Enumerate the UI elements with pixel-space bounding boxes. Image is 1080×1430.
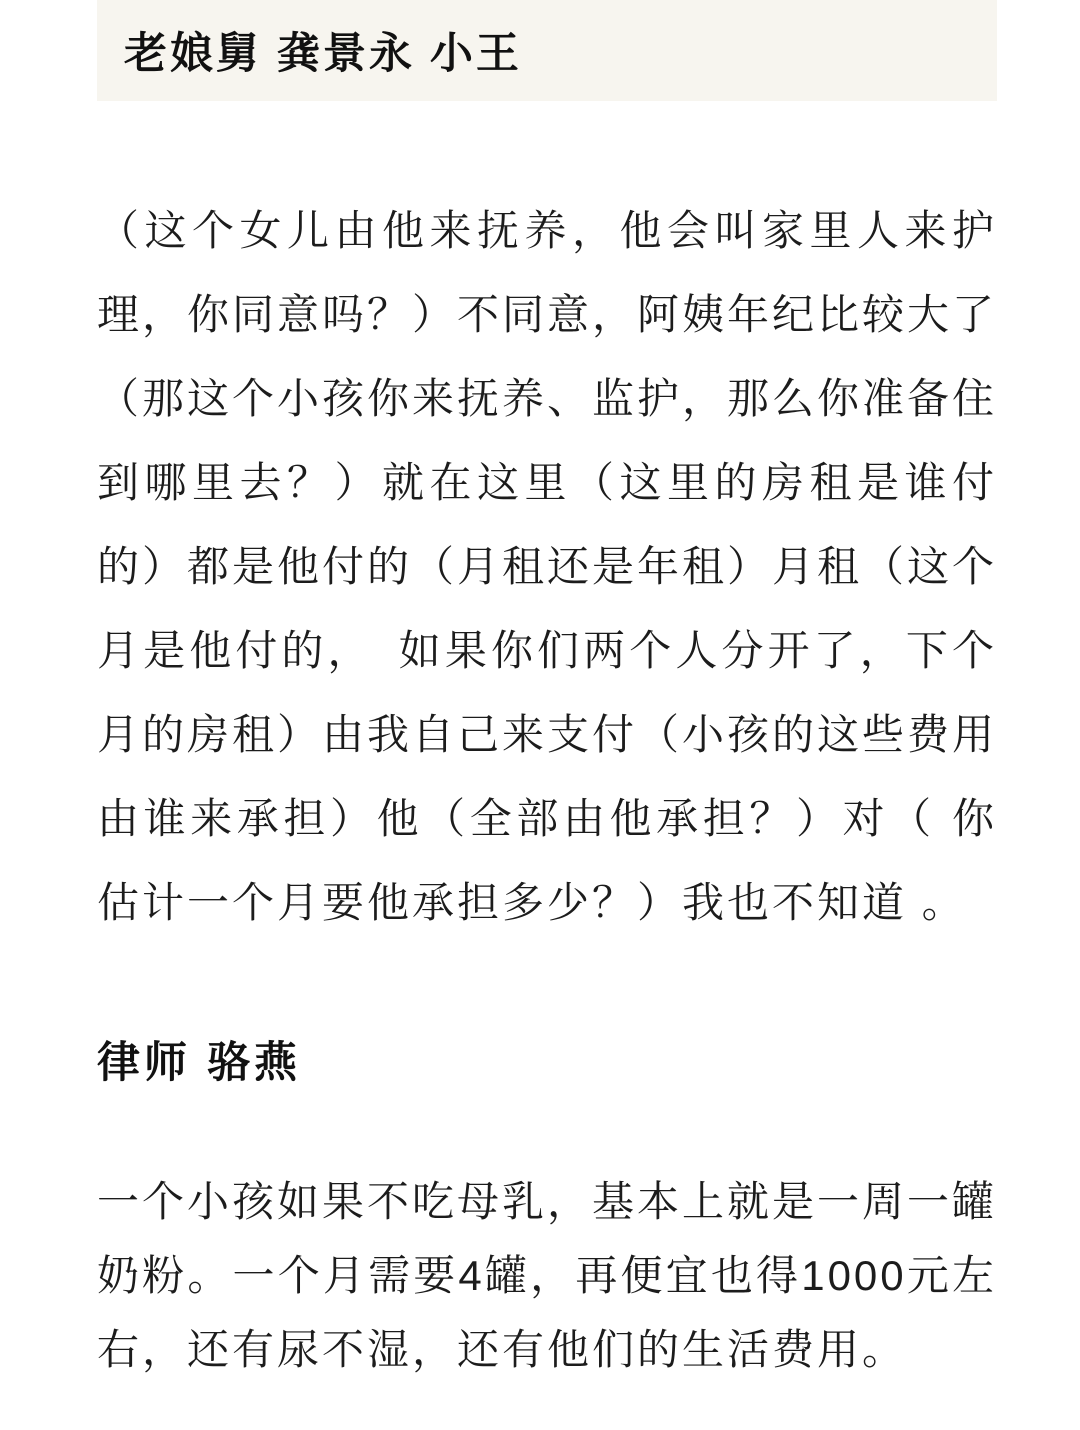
text-line: 月是他付的， 如果你们两个人分开了，下个 [97,627,997,674]
text-line: 估计一个月要他承担多少？）我也不知道 。 [97,879,967,926]
text-line: 一个小孩如果不吃母乳，基本上就是一周一罐 [97,1178,998,1225]
text-line: 的）都是他付的（月租还是年租）月租（这个 [97,543,998,590]
text-line: 奶粉。一个月需要4罐，再便宜也得1000元左 [97,1252,997,1299]
text-line: 到哪里去？）就在这里（这里的房租是谁付 [97,459,997,506]
text-line: 右，还有尿不湿，还有他们的生活费用。 [97,1326,908,1373]
speaker-header-band [97,0,997,101]
text-line: （那这个小孩你来抚养、监护，那么你准备住 [97,375,998,422]
lawyer-paragraph [97,1165,997,1387]
text-line: 理，你同意吗？）不同意，阿姨年纪比较大了 [97,291,998,338]
dialogue-paragraph [97,189,997,945]
text-line: （这个女儿由他来抚养，他会叫家里人来护 [97,207,997,254]
speaker-names-title: 老娘舅 龚景永 小王 [124,30,522,78]
speaker-label-lawyer: 律师 骆燕 [97,1039,301,1087]
text-line: 由谁来承担）他（全部由他承担？）对（ 你 [97,795,997,842]
text-line: 月的房租）由我自己来支付（小孩的这些费用 [97,711,998,758]
